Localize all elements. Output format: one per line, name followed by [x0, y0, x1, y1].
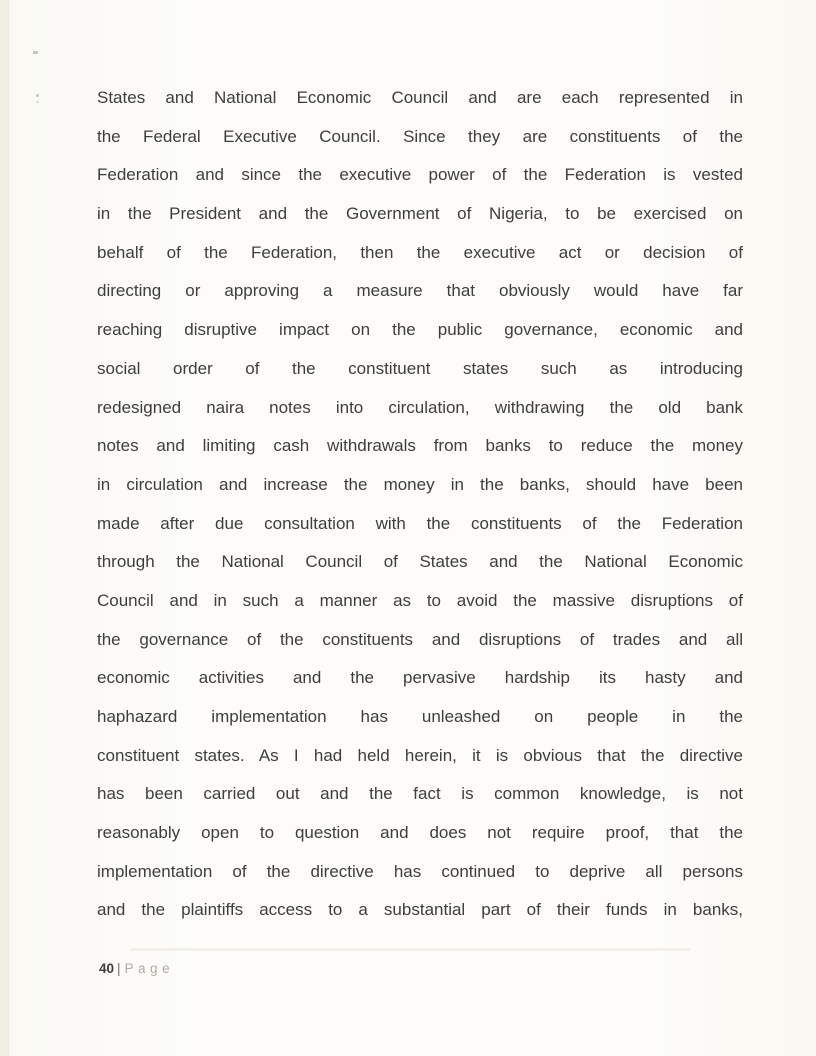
text-line: reasonably open to question and does not require proof, that the	[97, 823, 743, 843]
text-line: States and National Economic Council and are each represented in	[97, 88, 743, 107]
text-line: reaching disruptive impact on the public governance, economic and	[97, 320, 743, 340]
text-line: constituent states. As I had held herein, it is obvious that the directive	[97, 745, 743, 765]
text-line: made after due consultation with the constituents of the Federation	[97, 513, 743, 533]
text-line: implementation of the directive has continued to deprive all persons	[97, 861, 743, 881]
text-line: the governance of the constituents and disruptions of trades and all	[97, 629, 743, 649]
page-number: 40	[99, 961, 115, 976]
page-footer	[99, 960, 174, 978]
text-line: Federation and since the executive power of the Federation is vested	[97, 165, 743, 185]
text-line: through the National Council of States and the National Economic	[97, 552, 743, 572]
text-line: redesigned naira notes into circulation, withdrawing the old bank	[97, 397, 743, 417]
text-line: in circulation and increase the money in the banks, should have been	[97, 474, 743, 494]
text-line: social order of the constituent states such as introducing	[97, 358, 743, 378]
scan-speck	[33, 51, 38, 54]
text-line: Council and in such a manner as to avoid the massive disruptions of	[97, 590, 743, 610]
footer-separator: |	[117, 961, 121, 976]
text-line: directing or approving a measure that obviously would have far	[97, 281, 743, 301]
text-line: the Federal Executive Council. Since they are constituents of the	[97, 126, 743, 146]
scan-speck	[36, 94, 39, 97]
text-line: has been carried out and the fact is common knowledge, is not	[97, 784, 743, 804]
footer-page-label: Page	[124, 961, 175, 976]
text-line: and the plaintiffs access to a substantial part of their funds in banks,	[97, 900, 743, 920]
body-text-block	[97, 79, 743, 930]
text-line: in the President and the Government of Nigeria, to be exercised on	[97, 204, 743, 224]
text-line: notes and limiting cash withdrawals from banks to reduce the money	[97, 436, 743, 456]
scan-smudge	[130, 948, 690, 951]
text-line: behalf of the Federation, then the executive act or decision of	[97, 242, 743, 262]
text-line: economic activities and the pervasive hardship its hasty and	[97, 668, 743, 688]
text-line: haphazard implementation has unleashed on people in the	[97, 707, 743, 726]
scan-edge-line	[7, 0, 9, 1056]
scan-speck	[36, 101, 39, 103]
